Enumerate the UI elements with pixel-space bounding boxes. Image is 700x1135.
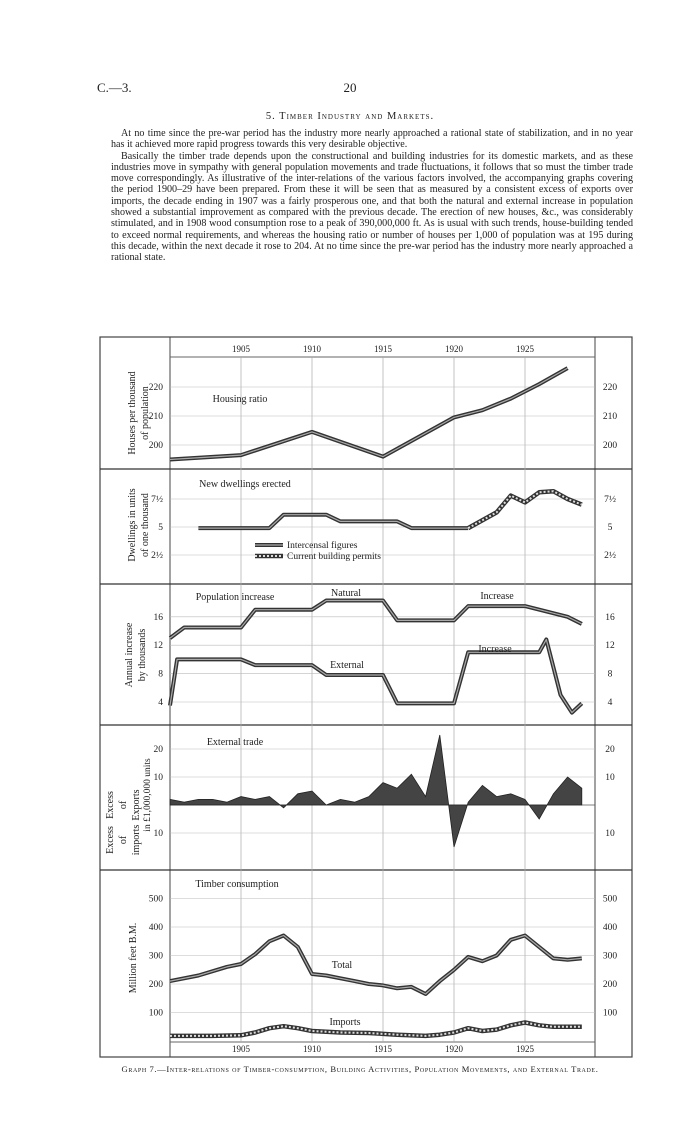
y-tick-left: 4 [158, 698, 163, 708]
imports-line [170, 1023, 582, 1036]
annotation-increase: Increase [478, 644, 512, 655]
bottom-year-tick: 1905 [232, 1044, 250, 1054]
y-tick-right: 400 [602, 923, 618, 933]
ylabel-timber: Million feet B.M. [128, 922, 139, 994]
y-tick-left: 100 [148, 1008, 163, 1019]
external-increase-line [170, 640, 582, 713]
intercensal-line [198, 515, 468, 528]
top-year-tick: 1905 [232, 344, 250, 354]
top-year-tick: 1910 [303, 344, 321, 354]
ylabel-trade: Excess [105, 791, 116, 819]
y-tick-right: 2½ [604, 551, 616, 561]
section-title: 5. Timber Industry and Markets. [265, 111, 435, 122]
legend-label: Current building permits [287, 552, 381, 562]
ylabel-trade: imports [131, 824, 142, 856]
y-tick-left: 16 [153, 612, 163, 623]
annotation-natural: Natural [331, 588, 361, 599]
y-tick-right: 4 [607, 698, 613, 708]
top-year-tick: 1920 [445, 344, 463, 354]
y-tick-left: 500 [148, 894, 163, 905]
panel-title-trade: External trade [206, 737, 264, 748]
y-tick-left: 7½ [151, 495, 163, 505]
y-tick-right: 10 [605, 829, 615, 839]
ylabel-population: by thousands [137, 628, 148, 682]
series-label-total: Total [331, 960, 353, 971]
y-tick-left: 2½ [151, 551, 163, 561]
y-tick-right: 7½ [604, 495, 616, 505]
ylabel-dwellings: of one thousand [140, 493, 151, 557]
housing-ratio-line-inner [170, 368, 568, 459]
y-tick-left: 8 [158, 669, 163, 680]
top-year-tick: 1915 [374, 344, 392, 354]
panel-title-timber: Timber consumption [195, 879, 279, 890]
ylabel-housing: Houses per thousand [127, 371, 138, 455]
y-tick-right: 300 [602, 951, 618, 962]
ylabel-trade: of [118, 800, 129, 810]
y-tick-left: 5 [158, 523, 163, 533]
housing-ratio-line [170, 368, 568, 459]
panel-title-housing: Housing ratio [212, 394, 268, 405]
page-header-left: C.—3. [97, 80, 132, 95]
bottom-year-tick: 1925 [516, 1044, 534, 1054]
paragraph: Basically the timber trade depends upon the constructional and building industries for its domestic markets, and as these industries move in sympathy with general population movements and trade fluctuations, it follows that so must the timber trade move correspondingly. As illustrative of the inter-relations of the various factors involved, the accompanying graphs covering the period 1900–29 have been prepared. From these it will be seen that as measured by a consistent excess of exports over imports, the decade ending in 1907 was a fairly prosperous one, and that both the natural and external increase in population showed a substantial improvement as compared with the previous decade. The erection of new houses, &c., was considerably stimulated, and in 1908 wood consumption rose to a peak of 390,000,000 ft. As is usual with such trends, house-building tended to exceed normal requirements, and whereas the housing ratio or number of houses per 1,000 of population was at 195 during this decade, within the next decade it rose to 204. At no time since the pre-war period has the industry more nearly approached a rational state. [111, 150, 633, 264]
y-tick-left: 200 [148, 441, 163, 451]
y-tick-right: 8 [607, 669, 613, 680]
y-tick-left: 220 [148, 383, 163, 393]
y-tick-right: 10 [605, 773, 615, 783]
y-tick-left: 12 [153, 641, 163, 652]
trade-balance-area [170, 735, 582, 847]
top-year-tick: 1925 [516, 344, 534, 354]
natural-increase-line-inner [170, 601, 582, 639]
y-tick-right: 200 [602, 441, 618, 451]
ylabel-trade: Exports [131, 789, 142, 821]
y-tick-left: 300 [148, 951, 163, 962]
annotation-increase: Increase [480, 591, 514, 602]
paragraph: At no time since the pre-war period has the industry more nearly approached a rational state of stabilization, and in no year has it achieved more rapid progress towards this very desirable objective. [111, 128, 633, 151]
y-tick-left: 400 [148, 923, 163, 933]
ylabel-dwellings: Dwellings in units [127, 488, 138, 562]
y-tick-right: 16 [605, 612, 615, 623]
y-tick-left: 10 [153, 773, 163, 783]
bottom-year-tick: 1920 [445, 1044, 463, 1054]
y-tick-left: 210 [148, 412, 163, 422]
panel-title-population: Population increase [195, 592, 275, 603]
graph-caption: Graph 7.—Inter-relations of Timber-consumption, Building Activities, Population Movements, and External Trade. [121, 1064, 599, 1074]
ylabel-trade: in £1,000,000 units [143, 758, 153, 832]
bottom-year-tick: 1915 [374, 1044, 392, 1054]
ylabel-trade: of [118, 835, 129, 845]
page-number: 20 [343, 80, 357, 95]
y-tick-right: 220 [602, 383, 618, 393]
y-tick-right: 200 [602, 980, 618, 990]
annotation-external: External [330, 660, 364, 671]
y-tick-left: 200 [148, 980, 163, 990]
y-tick-left: 10 [153, 829, 163, 839]
y-tick-right: 20 [605, 745, 615, 755]
y-tick-right: 500 [602, 894, 618, 905]
legend-label: Intercensal figures [287, 541, 358, 551]
ylabel-housing: of population [140, 386, 151, 440]
series-label-imports: Imports [329, 1017, 361, 1028]
y-tick-right: 5 [607, 523, 613, 533]
ylabel-trade: Excess [105, 826, 116, 854]
y-tick-right: 210 [602, 412, 618, 422]
y-tick-right: 100 [602, 1008, 618, 1019]
y-tick-right: 12 [605, 641, 615, 652]
ylabel-population: Annual increase [124, 622, 135, 688]
bottom-year-tick: 1910 [303, 1044, 321, 1054]
panel-title-dwellings: New dwellings erected [199, 479, 291, 490]
y-tick-left: 20 [153, 745, 163, 755]
